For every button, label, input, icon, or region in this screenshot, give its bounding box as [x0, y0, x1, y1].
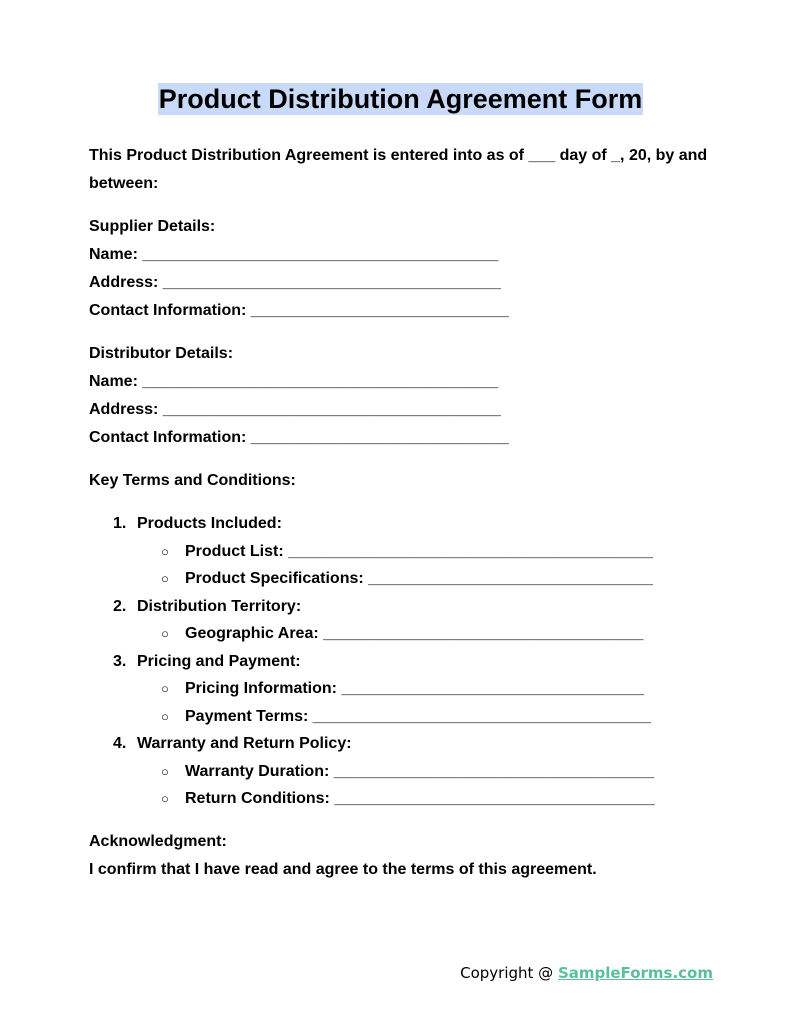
circle-bullet-icon: ○ — [161, 626, 169, 641]
circle-bullet-icon: ○ — [161, 681, 169, 696]
product-specifications-field[interactable]: Product Specifications: ________________________________ — [185, 570, 653, 587]
acknowledgment-section — [89, 828, 719, 884]
terms-list — [89, 510, 719, 813]
term-number: 2. — [113, 597, 127, 615]
title-wrapper — [0, 83, 801, 115]
circle-bullet-icon: ○ — [161, 571, 169, 586]
copyright-text: Copyright @ — [460, 964, 558, 982]
circle-bullet-icon: ○ — [161, 763, 169, 779]
product-list-field[interactable]: Product List: _________________________________________ — [185, 542, 653, 560]
acknowledgment-heading: Acknowledgment: — [89, 832, 227, 850]
distributor-heading: Distributor Details: — [89, 345, 234, 362]
supplier-name-field[interactable]: Name: ________________________________________ — [89, 246, 499, 263]
key-terms-heading: Key Terms and Conditions: — [89, 472, 296, 489]
circle-bullet-icon: ○ — [161, 543, 169, 559]
distributor-section — [89, 340, 719, 452]
term-subitem[interactable] — [89, 758, 719, 786]
distributor-contact-field[interactable]: Contact Information: _____________________________ — [89, 429, 509, 446]
return-conditions-field[interactable]: Return Conditions: ____________________________________ — [185, 790, 655, 807]
distributor-name-field[interactable]: Name: ________________________________________ — [89, 373, 499, 390]
term-number: 4. — [113, 735, 127, 752]
geographic-area-field[interactable]: Geographic Area: ____________________________________ — [185, 625, 644, 642]
term-label: Distribution Territory: — [137, 597, 302, 615]
term-subitem[interactable] — [89, 565, 719, 593]
term-item — [89, 510, 719, 593]
acknowledgment-text: I confirm that I have read and agree to the terms of this agreement. — [89, 860, 597, 878]
circle-bullet-icon: ○ — [161, 791, 169, 806]
supplier-section — [89, 213, 719, 325]
form-body — [89, 142, 719, 884]
supplier-address-field[interactable]: Address: ______________________________________ — [89, 274, 501, 291]
term-number: 3. — [113, 652, 127, 670]
term-subitem[interactable] — [89, 675, 719, 703]
term-item — [89, 593, 719, 648]
term-subitem[interactable] — [89, 620, 719, 648]
term-label: Products Included: — [137, 515, 282, 532]
page-title: Product Distribution Agreement Form — [158, 84, 643, 114]
term-subitem[interactable] — [89, 703, 719, 731]
term-label: Pricing and Payment: — [137, 652, 301, 670]
distributor-address-field[interactable]: Address: ______________________________________ — [89, 401, 501, 418]
circle-bullet-icon: ○ — [161, 708, 169, 724]
pricing-information-field[interactable]: Pricing Information: __________________________________ — [185, 680, 644, 697]
brand-link[interactable]: SampleForms.com — [557, 964, 713, 982]
supplier-contact-field[interactable]: Contact Information: _____________________________ — [89, 302, 509, 319]
term-subitem[interactable] — [89, 538, 719, 566]
term-item — [89, 730, 719, 813]
supplier-heading: Supplier Details: — [89, 218, 216, 235]
intro-paragraph: This Product Distribution Agreement is entered into as of ___ day of _, 20, by and between: — [89, 147, 708, 192]
term-number: 1. — [113, 515, 127, 532]
payment-terms-field[interactable]: Payment Terms: ______________________________________ — [185, 707, 651, 725]
warranty-duration-field[interactable]: Warranty Duration: ____________________________________ — [185, 762, 655, 780]
term-subitem[interactable] — [89, 785, 719, 813]
footer-copyright — [460, 962, 713, 984]
term-item — [89, 648, 719, 731]
term-label: Warranty and Return Policy: — [137, 735, 352, 752]
